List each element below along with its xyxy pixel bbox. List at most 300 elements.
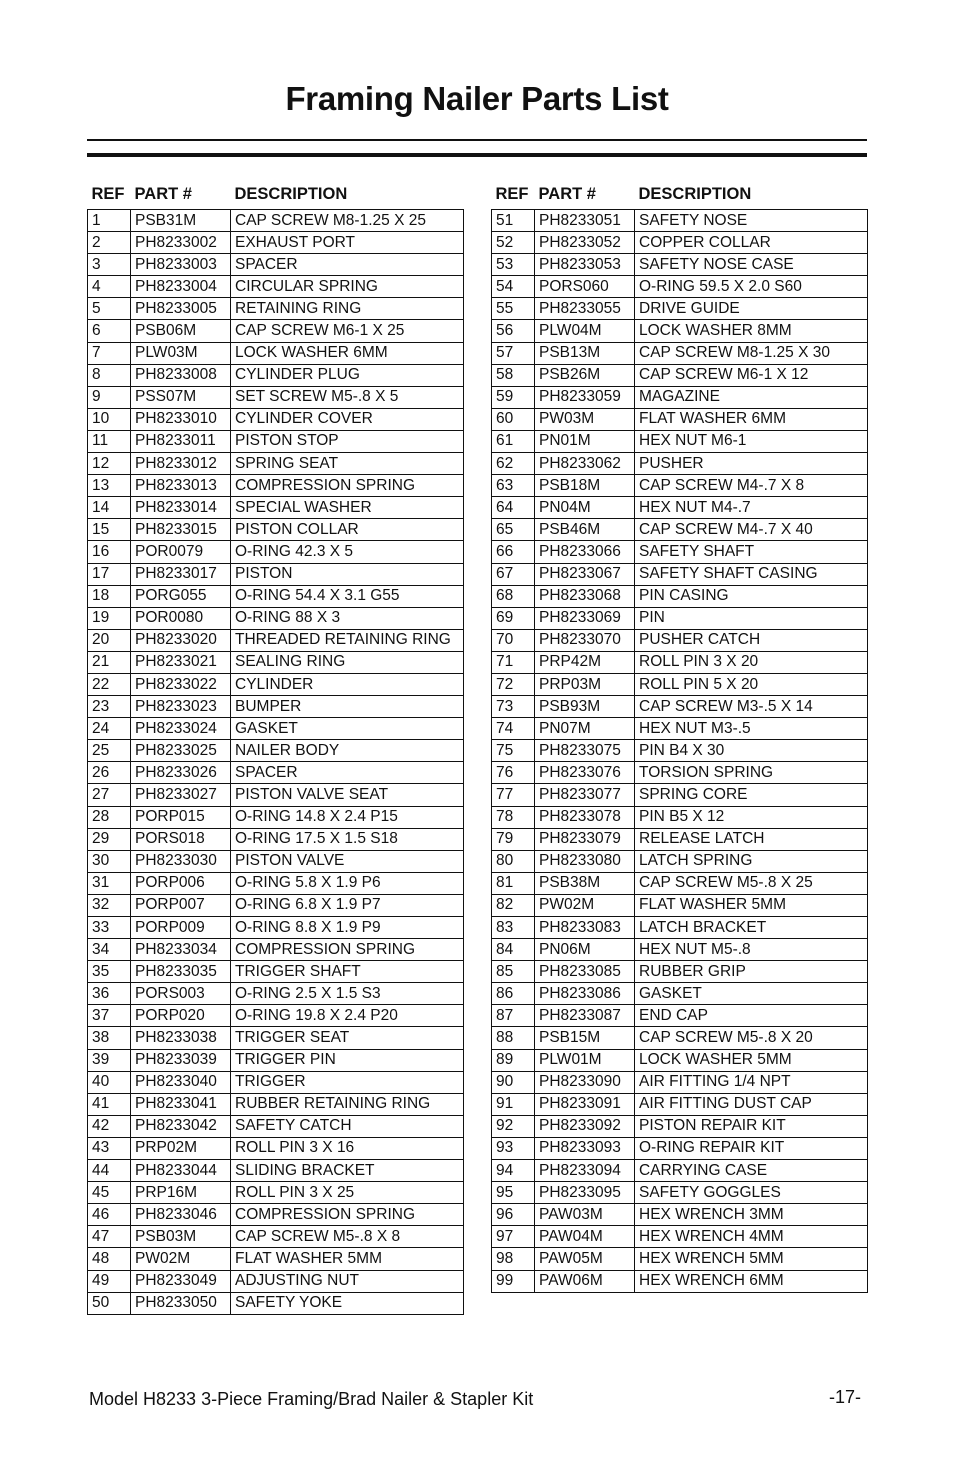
ref-cell: 91 [492, 1093, 535, 1115]
description-cell: SAFETY NOSE [635, 210, 868, 232]
description-cell: ROLL PIN 3 X 25 [231, 1182, 464, 1204]
table-row [492, 939, 868, 961]
description-cell: O-RING 6.8 X 1.9 P7 [231, 894, 464, 916]
ref-cell: 67 [492, 563, 535, 585]
table-row [88, 718, 464, 740]
table-row [88, 607, 464, 629]
part-number-cell: PSB15M [535, 1027, 635, 1049]
description-cell: HEX NUT M3-.5 [635, 718, 868, 740]
part-number-cell: PH8233059 [535, 386, 635, 408]
ref-cell: 7 [88, 342, 131, 364]
table-row [492, 673, 868, 695]
ref-cell: 19 [88, 607, 131, 629]
ref-cell: 48 [88, 1248, 131, 1270]
description-cell: ROLL PIN 5 X 20 [635, 673, 868, 695]
ref-cell: 22 [88, 673, 131, 695]
part-number-cell: PSB13M [535, 342, 635, 364]
table-row [88, 629, 464, 651]
ref-cell: 8 [88, 364, 131, 386]
description-cell: EXHAUST PORT [231, 232, 464, 254]
ref-cell: 59 [492, 386, 535, 408]
column-header-description: DESCRIPTION [638, 184, 752, 203]
ref-cell: 97 [492, 1226, 535, 1248]
table-row [88, 519, 464, 541]
table-row [492, 1049, 868, 1071]
description-cell: COPPER COLLAR [635, 232, 868, 254]
part-number-cell: PW03M [535, 408, 635, 430]
column-header-part: PART # [538, 184, 596, 203]
description-cell: FLAT WASHER 5MM [635, 894, 868, 916]
description-cell: RETAINING RING [231, 298, 464, 320]
part-number-cell: PSB38M [535, 872, 635, 894]
part-number-cell: PORS018 [131, 828, 231, 850]
ref-cell: 29 [88, 828, 131, 850]
table-row [88, 1204, 464, 1226]
table-row [88, 298, 464, 320]
table-row [492, 320, 868, 342]
ref-cell: 14 [88, 497, 131, 519]
description-cell: PISTON REPAIR KIT [635, 1115, 868, 1137]
table-row [88, 1160, 464, 1182]
table-row [492, 386, 868, 408]
description-cell: SET SCREW M5-.8 X 5 [231, 386, 464, 408]
ref-cell: 61 [492, 430, 535, 452]
table-row [492, 696, 868, 718]
table-row [492, 1115, 868, 1137]
table-row [88, 254, 464, 276]
table-row [492, 1071, 868, 1093]
parts-table-right-body [492, 210, 868, 1293]
table-row [88, 342, 464, 364]
ref-cell: 52 [492, 232, 535, 254]
description-cell: GASKET [635, 983, 868, 1005]
ref-cell: 28 [88, 806, 131, 828]
description-cell: CAP SCREW M6-1 X 25 [231, 320, 464, 342]
ref-cell: 24 [88, 718, 131, 740]
ref-cell: 99 [492, 1270, 535, 1292]
table-row [492, 762, 868, 784]
ref-cell: 13 [88, 475, 131, 497]
part-number-cell: PH8233049 [131, 1270, 231, 1292]
table-row [88, 475, 464, 497]
description-cell: CAP SCREW M8-1.25 X 30 [635, 342, 868, 364]
part-number-cell: PH8233066 [535, 541, 635, 563]
description-cell: CAP SCREW M5-.8 X 20 [635, 1027, 868, 1049]
part-number-cell: PSB26M [535, 364, 635, 386]
description-cell: LATCH BRACKET [635, 917, 868, 939]
description-cell: PIN B5 X 12 [635, 806, 868, 828]
part-number-cell: PH8233034 [131, 939, 231, 961]
ref-cell: 39 [88, 1049, 131, 1071]
ref-cell: 96 [492, 1204, 535, 1226]
table-header-row [492, 179, 868, 210]
description-cell: COMPRESSION SPRING [231, 939, 464, 961]
description-cell: O-RING 5.8 X 1.9 P6 [231, 872, 464, 894]
table-row [492, 1248, 868, 1270]
description-cell: HEX NUT M5-.8 [635, 939, 868, 961]
part-number-cell: PH8233078 [535, 806, 635, 828]
ref-cell: 42 [88, 1115, 131, 1137]
part-number-cell: PH8233052 [535, 232, 635, 254]
description-cell: O-RING 88 X 3 [231, 607, 464, 629]
page-title: Framing Nailer Parts List [285, 80, 669, 117]
table-header-row [88, 179, 464, 210]
header-rule-thick [87, 153, 867, 157]
part-number-cell: PH8233042 [131, 1115, 231, 1137]
description-cell: CAP SCREW M4-.7 X 40 [635, 519, 868, 541]
ref-cell: 95 [492, 1182, 535, 1204]
description-cell: ROLL PIN 3 X 20 [635, 651, 868, 673]
ref-cell: 18 [88, 585, 131, 607]
part-number-cell: PSB06M [131, 320, 231, 342]
ref-cell: 63 [492, 475, 535, 497]
table-row [492, 519, 868, 541]
table-row [492, 1226, 868, 1248]
table-row [88, 784, 464, 806]
description-cell: SLIDING BRACKET [231, 1160, 464, 1182]
table-row [492, 740, 868, 762]
ref-cell: 65 [492, 519, 535, 541]
ref-cell: 2 [88, 232, 131, 254]
ref-cell: 3 [88, 254, 131, 276]
description-cell: SAFETY SHAFT [635, 541, 868, 563]
ref-cell: 30 [88, 850, 131, 872]
ref-cell: 6 [88, 320, 131, 342]
ref-cell: 71 [492, 651, 535, 673]
ref-cell: 38 [88, 1027, 131, 1049]
description-cell: LATCH SPRING [635, 850, 868, 872]
table-row [492, 607, 868, 629]
ref-cell: 79 [492, 828, 535, 850]
table-row [492, 983, 868, 1005]
column-header-ref: REF [91, 184, 125, 203]
ref-cell: 45 [88, 1182, 131, 1204]
table-row [492, 784, 868, 806]
part-number-cell: PH8233075 [535, 740, 635, 762]
table-row [492, 806, 868, 828]
description-cell: O-RING REPAIR KIT [635, 1137, 868, 1159]
ref-cell: 47 [88, 1226, 131, 1248]
part-number-cell: PH8233035 [131, 961, 231, 983]
table-row [88, 453, 464, 475]
part-number-cell: POR0080 [131, 607, 231, 629]
part-number-cell: PH8233094 [535, 1160, 635, 1182]
table-row [88, 961, 464, 983]
ref-cell: 35 [88, 961, 131, 983]
part-number-cell: PH8233013 [131, 475, 231, 497]
table-row [88, 1093, 464, 1115]
description-cell: PISTON VALVE SEAT [231, 784, 464, 806]
part-number-cell: PH8233041 [131, 1093, 231, 1115]
part-number-cell: PH8233021 [131, 651, 231, 673]
part-number-cell: PLW01M [535, 1049, 635, 1071]
ref-cell: 33 [88, 917, 131, 939]
ref-cell: 25 [88, 740, 131, 762]
description-cell: NAILER BODY [231, 740, 464, 762]
table-row [88, 1137, 464, 1159]
part-number-cell: PSB03M [131, 1226, 231, 1248]
ref-cell: 68 [492, 585, 535, 607]
description-cell: O-RING 54.4 X 3.1 G55 [231, 585, 464, 607]
part-number-cell: PH8233014 [131, 497, 231, 519]
table-row [88, 740, 464, 762]
ref-cell: 11 [88, 430, 131, 452]
description-cell: PIN [635, 607, 868, 629]
table-row [492, 585, 868, 607]
part-number-cell: PH8233079 [535, 828, 635, 850]
description-cell: HEX WRENCH 4MM [635, 1226, 868, 1248]
description-cell: PUSHER [635, 453, 868, 475]
part-number-cell: PH8233053 [535, 254, 635, 276]
part-number-cell: PH8233020 [131, 629, 231, 651]
description-cell: RUBBER GRIP [635, 961, 868, 983]
table-row [492, 917, 868, 939]
ref-cell: 74 [492, 718, 535, 740]
ref-cell: 57 [492, 342, 535, 364]
table-row [88, 1226, 464, 1248]
ref-cell: 75 [492, 740, 535, 762]
ref-cell: 64 [492, 497, 535, 519]
table-row [88, 894, 464, 916]
table-row [492, 1137, 868, 1159]
table-row [88, 232, 464, 254]
ref-cell: 94 [492, 1160, 535, 1182]
description-cell: ROLL PIN 3 X 16 [231, 1137, 464, 1159]
table-row [492, 1005, 868, 1027]
part-number-cell: PORP020 [131, 1005, 231, 1027]
description-cell: O-RING 14.8 X 2.4 P15 [231, 806, 464, 828]
table-row [492, 850, 868, 872]
part-number-cell: PORP007 [131, 894, 231, 916]
part-number-cell: PW02M [131, 1248, 231, 1270]
table-row [492, 872, 868, 894]
ref-cell: 43 [88, 1137, 131, 1159]
description-cell: CAP SCREW M3-.5 X 14 [635, 696, 868, 718]
part-number-cell: PSB31M [131, 210, 231, 232]
description-cell: CARRYING CASE [635, 1160, 868, 1182]
part-number-cell: PH8233095 [535, 1182, 635, 1204]
ref-cell: 16 [88, 541, 131, 563]
part-number-cell: PH8233017 [131, 563, 231, 585]
part-number-cell: PH8233038 [131, 1027, 231, 1049]
table-row [492, 651, 868, 673]
part-number-cell: PH8233040 [131, 1071, 231, 1093]
part-number-cell: PRP16M [131, 1182, 231, 1204]
part-number-cell: PN07M [535, 718, 635, 740]
description-cell: HEX NUT M6-1 [635, 430, 868, 452]
table-row [492, 210, 868, 232]
description-cell: PIN CASING [635, 585, 868, 607]
ref-cell: 82 [492, 894, 535, 916]
description-cell: SPACER [231, 254, 464, 276]
description-cell: PISTON STOP [231, 430, 464, 452]
description-cell: TRIGGER SHAFT [231, 961, 464, 983]
table-row [492, 961, 868, 983]
part-number-cell: PH8233003 [131, 254, 231, 276]
ref-cell: 17 [88, 563, 131, 585]
description-cell: CYLINDER PLUG [231, 364, 464, 386]
description-cell: O-RING 42.3 X 5 [231, 541, 464, 563]
ref-cell: 78 [492, 806, 535, 828]
table-row [492, 453, 868, 475]
table-row [492, 629, 868, 651]
ref-cell: 70 [492, 629, 535, 651]
description-cell: SAFETY SHAFT CASING [635, 563, 868, 585]
table-row [88, 497, 464, 519]
description-cell: HEX NUT M4-.7 [635, 497, 868, 519]
table-row [492, 541, 868, 563]
part-number-cell: PSB93M [535, 696, 635, 718]
ref-cell: 69 [492, 607, 535, 629]
part-number-cell: PH8233023 [131, 696, 231, 718]
table-row [88, 1292, 464, 1314]
part-number-cell: PORG055 [131, 585, 231, 607]
table-row [88, 1182, 464, 1204]
part-number-cell: PAW05M [535, 1248, 635, 1270]
ref-cell: 92 [492, 1115, 535, 1137]
ref-cell: 83 [492, 917, 535, 939]
part-number-cell: PH8233093 [535, 1137, 635, 1159]
part-number-cell: PH8233046 [131, 1204, 231, 1226]
description-cell: SPACER [231, 762, 464, 784]
part-number-cell: PH8233055 [535, 298, 635, 320]
description-cell: PISTON [231, 563, 464, 585]
column-header-ref: REF [495, 184, 529, 203]
table-row [88, 276, 464, 298]
description-cell: SEALING RING [231, 651, 464, 673]
table-row [88, 939, 464, 961]
table-row [492, 1093, 868, 1115]
description-cell: TORSION SPRING [635, 762, 868, 784]
description-cell: MAGAZINE [635, 386, 868, 408]
description-cell: LOCK WASHER 6MM [231, 342, 464, 364]
description-cell: SAFETY NOSE CASE [635, 254, 868, 276]
ref-cell: 87 [492, 1005, 535, 1027]
part-number-cell: PSS07M [131, 386, 231, 408]
part-number-cell: PH8233011 [131, 430, 231, 452]
ref-cell: 81 [492, 872, 535, 894]
ref-cell: 98 [492, 1248, 535, 1270]
part-number-cell: PH8233090 [535, 1071, 635, 1093]
ref-cell: 34 [88, 939, 131, 961]
ref-cell: 76 [492, 762, 535, 784]
table-row [88, 1027, 464, 1049]
description-cell: HEX WRENCH 3MM [635, 1204, 868, 1226]
ref-cell: 32 [88, 894, 131, 916]
description-cell: FLAT WASHER 5MM [231, 1248, 464, 1270]
ref-cell: 31 [88, 872, 131, 894]
table-row [492, 232, 868, 254]
part-number-cell: PH8233080 [535, 850, 635, 872]
table-row [492, 1270, 868, 1292]
description-cell: CYLINDER [231, 673, 464, 695]
description-cell: COMPRESSION SPRING [231, 1204, 464, 1226]
part-number-cell: PH8233069 [535, 607, 635, 629]
part-number-cell: PLW04M [535, 320, 635, 342]
part-number-cell: PH8233067 [535, 563, 635, 585]
ref-cell: 20 [88, 629, 131, 651]
description-cell: PISTON COLLAR [231, 519, 464, 541]
table-row [492, 1160, 868, 1182]
description-cell: HEX WRENCH 6MM [635, 1270, 868, 1292]
ref-cell: 40 [88, 1071, 131, 1093]
description-cell: O-RING 19.8 X 2.4 P20 [231, 1005, 464, 1027]
part-number-cell: PH8233008 [131, 364, 231, 386]
part-number-cell: PRP03M [535, 673, 635, 695]
part-number-cell: PLW03M [131, 342, 231, 364]
description-cell: CAP SCREW M5-.8 X 25 [635, 872, 868, 894]
ref-cell: 53 [492, 254, 535, 276]
ref-cell: 56 [492, 320, 535, 342]
description-cell: TRIGGER SEAT [231, 1027, 464, 1049]
table-row [88, 917, 464, 939]
part-number-cell: PH8233024 [131, 718, 231, 740]
part-number-cell: PH8233085 [535, 961, 635, 983]
ref-cell: 4 [88, 276, 131, 298]
part-number-cell: PH8233027 [131, 784, 231, 806]
part-number-cell: PH8233002 [131, 232, 231, 254]
description-cell: CAP SCREW M8-1.25 X 25 [231, 210, 464, 232]
table-row [88, 408, 464, 430]
part-number-cell: PH8233025 [131, 740, 231, 762]
ref-cell: 73 [492, 696, 535, 718]
ref-cell: 77 [492, 784, 535, 806]
ref-cell: 41 [88, 1093, 131, 1115]
parts-table-left [87, 179, 464, 1315]
ref-cell: 50 [88, 1292, 131, 1314]
description-cell: RELEASE LATCH [635, 828, 868, 850]
description-cell: O-RING 2.5 X 1.5 S3 [231, 983, 464, 1005]
part-number-cell: PH8233092 [535, 1115, 635, 1137]
ref-cell: 72 [492, 673, 535, 695]
table-row [492, 894, 868, 916]
ref-cell: 10 [88, 408, 131, 430]
description-cell: COMPRESSION SPRING [231, 475, 464, 497]
description-cell: TRIGGER PIN [231, 1049, 464, 1071]
description-cell: CAP SCREW M6-1 X 12 [635, 364, 868, 386]
table-row [492, 475, 868, 497]
part-number-cell: PH8233076 [535, 762, 635, 784]
part-number-cell: PAW03M [535, 1204, 635, 1226]
part-number-cell: PORP015 [131, 806, 231, 828]
ref-cell: 15 [88, 519, 131, 541]
table-row [88, 1248, 464, 1270]
ref-cell: 44 [88, 1160, 131, 1182]
description-cell: O-RING 17.5 X 1.5 S18 [231, 828, 464, 850]
part-number-cell: PH8233039 [131, 1049, 231, 1071]
table-row [492, 364, 868, 386]
ref-cell: 5 [88, 298, 131, 320]
ref-cell: 62 [492, 453, 535, 475]
ref-cell: 88 [492, 1027, 535, 1049]
part-number-cell: PH8233087 [535, 1005, 635, 1027]
description-cell: END CAP [635, 1005, 868, 1027]
part-number-cell: PH8233091 [535, 1093, 635, 1115]
part-number-cell: PORP006 [131, 872, 231, 894]
description-cell: AIR FITTING 1/4 NPT [635, 1071, 868, 1093]
header-rule-thin [87, 139, 867, 141]
part-number-cell: PW02M [535, 894, 635, 916]
table-row [88, 983, 464, 1005]
part-number-cell: PH8233068 [535, 585, 635, 607]
ref-cell: 1 [88, 210, 131, 232]
part-number-cell: PN06M [535, 939, 635, 961]
part-number-cell: PSB46M [535, 519, 635, 541]
table-row [88, 696, 464, 718]
description-cell: CYLINDER COVER [231, 408, 464, 430]
description-cell: SPECIAL WASHER [231, 497, 464, 519]
part-number-cell: PSB18M [535, 475, 635, 497]
